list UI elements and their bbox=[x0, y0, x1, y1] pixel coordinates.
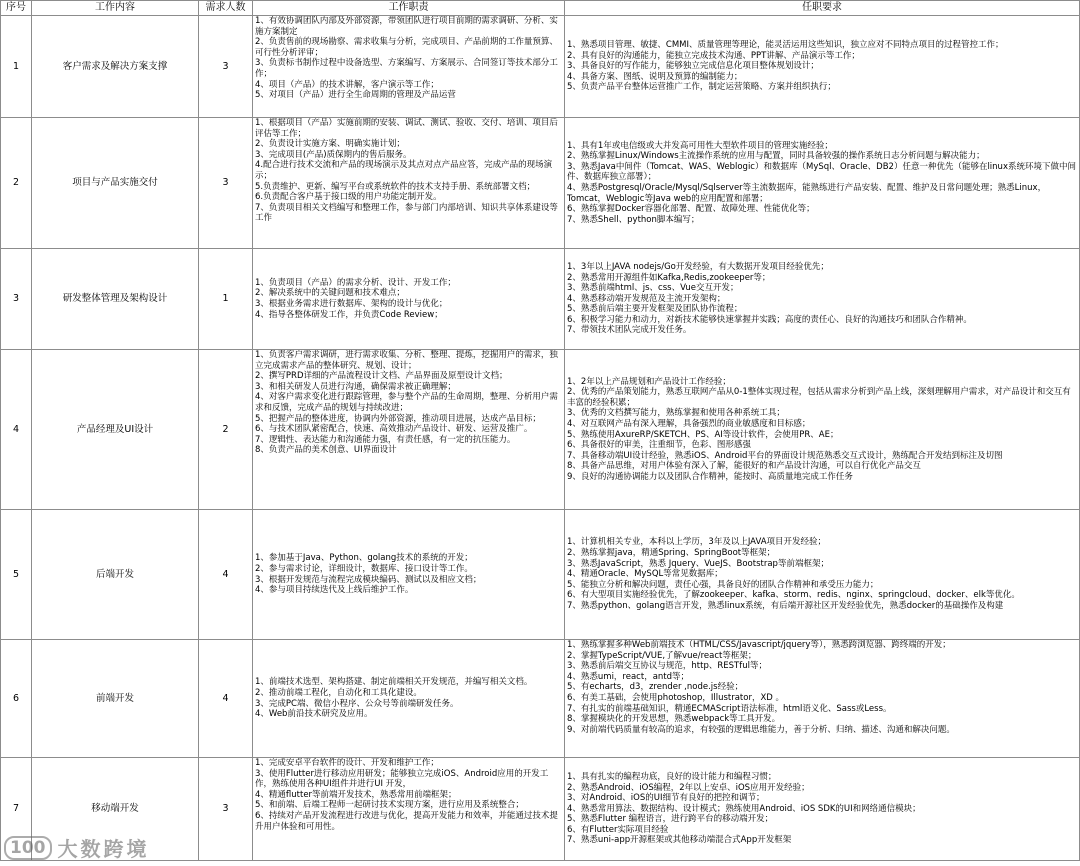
duty-line: 4、Web前沿技术研究及应用。 bbox=[255, 709, 373, 720]
duty-line: 3、使用Flutter进行移动应用研发；能够独立完成iOS、Android应用的开发工作，熟练使用各种UI组件并进行UI 开发， bbox=[255, 768, 549, 790]
duty-line: 8、负责产品的美术创意、UI界面设计 bbox=[255, 445, 397, 456]
requirement-line: 2、熟悉Android、iOS编程，2年以上安卓、iOS应用开发经验； bbox=[567, 782, 810, 793]
requirements-cell bbox=[565, 249, 1080, 350]
header-row bbox=[1, 1, 1080, 16]
requirements-cell bbox=[565, 350, 1080, 510]
table-row bbox=[1, 118, 1080, 249]
duty-line: 5、对项目（产品）进行全生命周期的管理及产品运营 bbox=[255, 90, 456, 101]
headcount: 4 bbox=[199, 640, 253, 758]
requirement-line: 7、熟悉uni-app开源框架或其他移动端混合式App开发框架 bbox=[567, 835, 792, 846]
duties-cell bbox=[253, 16, 565, 118]
duty-line: 4、精通flutter等前端开发技术，熟悉常用前端框架； bbox=[255, 789, 457, 800]
requirement-line: 1、具有扎实的编程功底，良好的设计能力和编程习惯； bbox=[567, 771, 777, 782]
table-row bbox=[1, 16, 1080, 118]
table-row bbox=[1, 350, 1080, 510]
requirement-line: 6、积极学习能力和动力，对新技术能够快速掌握并实践；高度的责任心、良好的沟通技巧和团队合作精神。 bbox=[567, 314, 972, 325]
headcount: 1 bbox=[199, 249, 253, 350]
requirement-line: 5、能独立分析和解决问题，责任心强，具备良好的团队合作精神和承受压力能力； bbox=[567, 579, 879, 590]
row-number: 2 bbox=[1, 118, 32, 249]
requirement-line: 6、具备很好的审美，注重细节，色彩、图形感强 bbox=[567, 440, 751, 451]
duty-line: 1、参加基于Java、Python、golang技术的系统的开发； bbox=[255, 553, 473, 564]
requirement-line: 1、熟悉项目管理、敏捷、CMMI、质量管理等理论，能灵活运用这些知识，独立应对不同特点项目的过程管控工作； bbox=[567, 40, 1004, 51]
duty-line: 4.配合进行技术交流和产品的现场演示及其点对点产品应答，完成产品的现场演示； bbox=[255, 160, 553, 181]
requirement-line: 8、具备产品思维，对用户体验有深入了解，能很好的和产品设计沟通，可以自行优化产品交互 bbox=[567, 461, 921, 472]
requirement-line: 2、熟练掌握java，精通Spring、SpringBoot等框架； bbox=[567, 548, 776, 559]
duty-line: 7、逻辑性、表达能力和沟通能力强，有责任感，有一定的抗压能力。 bbox=[255, 434, 516, 445]
duty-line: 4、项目（产品）的技术讲解，客户演示等工作； bbox=[255, 79, 439, 90]
row-number: 1 bbox=[1, 16, 32, 118]
duty-line: 1、有效协调团队内部及外部资源，带领团队进行项目前期的需求调研、分析、实施方案制定 bbox=[255, 16, 558, 37]
requirement-line: 3、具备良好的写作能力，能够独立完成信息化项目整体规划设计； bbox=[567, 61, 819, 72]
requirement-line: 9、良好的沟通协调能力以及团队合作精神，能按时、高质量地完成工作任务 bbox=[567, 471, 853, 482]
duty-line: 4、指导各整体研发工作，并负责Code Review； bbox=[255, 309, 443, 320]
duty-line: 1、根据项目（产品）实施前期的安装、调试、测试、验收、交付、培训、项目后评估等工作； bbox=[255, 118, 558, 139]
table-row bbox=[1, 510, 1080, 640]
duties-cell bbox=[253, 758, 565, 861]
duties-cell bbox=[253, 640, 565, 758]
requirement-line: 4、熟悉常用算法、数据结构、设计模式；熟练使用Android、iOS SDK的UI和网络通信模块； bbox=[567, 803, 921, 814]
duty-line: 1、前端技术选型、架构搭建、制定前端相关开发规范，并编写相关文档。 bbox=[255, 677, 533, 688]
duty-line: 2、解决系统中的关键问题和技术难点； bbox=[255, 288, 405, 299]
requirement-line: 4、对互联网产品有深入理解，具备强烈的商业敏感度和目标感； bbox=[567, 418, 811, 429]
requirement-line: 1、具有1年或电信级或大并发高可用性大型软件项目的管理实施经验； bbox=[567, 140, 833, 151]
duty-line: 7、负责项目相关文档编写和整理工作，参与部门内部培训、知识共享体系建设等工作 bbox=[255, 202, 558, 224]
duty-line: 3、完成PC端、微信小程序、公众号等前端研发任务。 bbox=[255, 698, 459, 709]
requirement-line: 1、3年以上JAVA nodejs/Go开发经验，有大数据开发项目经验优先； bbox=[567, 261, 829, 272]
work-content: 项目与产品实施交付 bbox=[32, 118, 199, 249]
requirement-line: 2、具有良好的沟通能力，能独立完成技术沟通、PPT讲解、产品演示等工作； bbox=[567, 50, 860, 61]
requirement-line: 4、熟悉umi，react，antd等； bbox=[567, 671, 690, 682]
requirement-line: 1、2年以上产品规划和产品设计工作经验； bbox=[567, 376, 731, 387]
duty-line: 2、参与需求讨论，详细设计，数据库、接口设计等工作。 bbox=[255, 563, 473, 574]
row-number: 4 bbox=[1, 350, 32, 510]
row-number: 5 bbox=[1, 510, 32, 640]
header-no: 序号 bbox=[1, 1, 32, 16]
requirement-line: 8、掌握模块化的开发思想，熟悉webpack等工具开发。 bbox=[567, 714, 781, 725]
requirement-line: 6、熟练掌握Docker容器化部署、配置、故障处理、性能优化等； bbox=[567, 204, 815, 215]
requirement-line: 7、有扎实的前端基础知识，精通ECMAScript语法标准，html语义化、Sass或Less。 bbox=[567, 703, 892, 714]
requirement-line: 3、熟悉JavaScript，熟悉 Jquery、VueJS、Bootstrap等前端框架； bbox=[567, 558, 829, 569]
requirement-line: 3、优秀的文档撰写能力，熟练掌握和使用各种系统工具； bbox=[567, 408, 785, 419]
row-number: 3 bbox=[1, 249, 32, 350]
duty-line: 1、负责项目（产品）的需求分析、设计、开发工作； bbox=[255, 277, 456, 288]
row-number: 6 bbox=[1, 640, 32, 758]
duty-line: 3、和相关研发人员进行沟通，确保需求被正确理解； bbox=[255, 381, 456, 392]
requirement-line: 6、有Flutter实际项目经验 bbox=[567, 824, 669, 835]
duty-line: 3、根据业务需求进行数据库、架构的设计与优化； bbox=[255, 299, 448, 309]
headcount: 3 bbox=[199, 16, 253, 118]
requirements-cell bbox=[565, 118, 1080, 249]
requirement-line: 2、熟练掌握Linux/Windows主流操作系统的应用与配置，同时具备较强的操作系统日志分析问题与解决能力； bbox=[567, 151, 985, 162]
duty-line: 6、与技术团队紧密配合，快速、高效推动产品设计、研发、运营及推广。 bbox=[255, 424, 533, 435]
header-content: 工作内容 bbox=[32, 1, 199, 16]
requirement-line: 7、带领技术团队完成开发任务。 bbox=[567, 325, 692, 336]
duties-cell bbox=[253, 510, 565, 640]
duty-line: 4、参与项目持续迭代及上线后维护工作。 bbox=[255, 585, 414, 596]
duty-line: 2、负责售前的现场勘察、需求收集与分析，完成项目、产品前期的工作量预算、可行性分析评审； bbox=[255, 37, 558, 58]
requirement-line: 7、熟悉Shell、python脚本编写； bbox=[567, 214, 700, 225]
requirement-line: 4、熟悉Postgresql/Oracle/Mysql/Sqlserver等主流数据库，能熟练进行产品安装、配置、维护及日常问题处理；熟悉Linux，Tomcat，Weblogic等Java web的应用配置和部署； bbox=[567, 183, 1047, 204]
requirement-line: 4、精通Oracle、MySQL等常见数据库； bbox=[567, 569, 723, 580]
requirements-cell bbox=[565, 16, 1080, 118]
requirement-line: 3、对Android、iOS的UI细节有良好的把控和调节； bbox=[567, 793, 765, 804]
work-content: 移动端开发 bbox=[32, 758, 199, 861]
headcount: 2 bbox=[199, 350, 253, 510]
work-content: 客户需求及解决方案支撑 bbox=[32, 16, 199, 118]
requirement-line: 3、熟悉前后端交互协议与规范，http、RESTful等； bbox=[567, 661, 767, 672]
requirement-line: 3、熟悉Java中间件（Tomcat、WAS、Weblogic）和数据库（MySql、Oracle、DB2）任意一种优先（能够在linux系统环境下做中间件、数据库独立部署）； bbox=[567, 161, 1076, 183]
header-duties: 工作职责 bbox=[253, 1, 565, 16]
requirement-line: 9、对前端代码质量有较高的追求，有较强的逻辑思维能力，善于分析、归纳、描述、沟通和解决问题。 bbox=[567, 724, 955, 735]
header-count: 需求人数 bbox=[199, 1, 253, 16]
requirements-cell bbox=[565, 758, 1080, 861]
duty-line: 4、对客户需求变化进行跟踪管理，参与整个产品的生命周期，整理、分析用户需求和反馈，完成产品的规划与持续改进； bbox=[255, 392, 558, 413]
watermark-logo: 100 bbox=[4, 836, 52, 860]
duty-line: 1、完成安卓平台软件的设计、开发和维护工作； bbox=[255, 758, 439, 768]
requirement-line: 5、熟练使用AxureRP/SKETCH、PS、AI等设计软件，会使用PR、AE； bbox=[567, 429, 839, 440]
headcount: 3 bbox=[199, 118, 253, 249]
requirement-line: 2、掌握TypeScript/VUE,了解vue/react等框架； bbox=[567, 650, 757, 661]
work-content: 研发整体管理及架构设计 bbox=[32, 249, 199, 350]
table-row bbox=[1, 640, 1080, 758]
requirement-line: 5、负责产品平台整体运营推广工作，制定运营策略、方案并组织执行； bbox=[567, 82, 836, 93]
duties-cell bbox=[253, 249, 565, 350]
requirement-line: 5、熟悉Flutter 编程语言，进行跨平台的移动端开发； bbox=[567, 814, 774, 825]
requirement-line: 3、熟悉前端html、js、css、Vue交互开发； bbox=[567, 283, 739, 294]
duty-line: 3、负责标书制作过程中设备选型、方案编写、方案展示、合同签订等技术部分工作； bbox=[255, 58, 558, 79]
headcount: 4 bbox=[199, 510, 253, 640]
header-requirements: 任职要求 bbox=[565, 1, 1080, 16]
duty-line: 5、和前端、后端工程师一起研讨技术实现方案，进行应用及系统整合； bbox=[255, 800, 524, 811]
table-row bbox=[1, 249, 1080, 350]
requirement-line: 7、熟悉python、golang语言开发，熟悉linux系统，有后端开源社区开发经验优先，熟悉docker的基础操作及构建 bbox=[567, 600, 1004, 611]
requirement-line: 4、熟悉移动端开发规范及主流开发架构； bbox=[567, 293, 726, 304]
watermark-text: 大数跨境 bbox=[57, 837, 150, 861]
requirement-line: 5、熟悉前后端主要开发框架及团队协作流程； bbox=[567, 304, 743, 315]
work-content: 产品经理及UI设计 bbox=[32, 350, 199, 510]
duty-line: 2、撰写PRD详细的产品流程设计文档、产品界面及原型设计文档； bbox=[255, 371, 508, 382]
duty-line: 6.负责配合客户基于接口级的用户功能定制开发。 bbox=[255, 192, 442, 203]
duty-line: 5.负责维护、更新、编写平台或系统软件的技术支持手册、系统部署文档； bbox=[255, 181, 536, 192]
duty-line: 2、推动前端工程化，自动化和工具化建设。 bbox=[255, 687, 422, 698]
requirement-line: 6、有大型项目实施经验优先，了解zookeeper、kafka、storm、redis、nginx、springcloud、docker、elk等优化。 bbox=[567, 590, 1020, 601]
requirement-line: 4、具备方案、图纸、说明及预算的编制能力； bbox=[567, 71, 743, 82]
table-row bbox=[1, 758, 1080, 861]
row-number: 7 bbox=[1, 758, 32, 861]
duty-line: 5、把握产品的整体进度，协调内外部资源，推动项目进展，达成产品目标； bbox=[255, 413, 541, 424]
work-content: 前端开发 bbox=[32, 640, 199, 758]
duty-line: 2、负责设计实施方案、明确实施计划； bbox=[255, 139, 405, 150]
headcount: 3 bbox=[199, 758, 253, 861]
requirement-line: 1、计算机相关专业，本科以上学历，3年及以上JAVA项目开发经验； bbox=[567, 537, 827, 548]
requirement-line: 7、具备移动端UI设计经验，熟悉iOS、Android平台的界面设计规范熟悉交互式设计，熟练配合开发结到标注及切图 bbox=[567, 450, 1003, 461]
requirement-line: 1、熟练掌握多种Web前端技术（HTML/CSS/Javascript/jquery等），熟悉跨浏览器、跨终端的开发； bbox=[567, 640, 951, 650]
duty-line: 1、负责客户需求调研，进行需求收集、分析、整理、提炼，挖掘用户的需求，独立完成需求产品的整体研究、规划、设计； bbox=[255, 350, 558, 371]
duty-line: 6、持续对产品开发流程进行改进与优化，提高开发能力和效率，并能通过技术提升用户体验和可用性。 bbox=[255, 810, 558, 832]
requirement-line: 5、有echarts，d3，zrender ,node.js经验； bbox=[567, 682, 744, 693]
duties-cell bbox=[253, 118, 565, 249]
duty-line: 3、完成项目(产品)质保期内的售后服务。 bbox=[255, 149, 412, 160]
requirement-line: 2、熟悉常用开源组件如Kafka,Redis,zookeeper等； bbox=[567, 272, 771, 283]
requirements-cell bbox=[565, 640, 1080, 758]
requirement-line: 2、优秀的产品策划能力，熟悉互联网产品从0-1整体实现过程，包括从需求分析到产品上线，深刻理解用户需求，对产品设计和交互有丰富的经验积累； bbox=[567, 387, 1071, 408]
requirement-line: 6、有美工基础，会使用photoshop，Illustrator，XD 。 bbox=[567, 692, 785, 703]
duties-cell bbox=[253, 350, 565, 510]
requirements-cell bbox=[565, 510, 1080, 640]
duty-line: 3、根据开发规范与流程完成模块编码、测试以及相应文档； bbox=[255, 574, 482, 585]
work-content: 后端开发 bbox=[32, 510, 199, 640]
